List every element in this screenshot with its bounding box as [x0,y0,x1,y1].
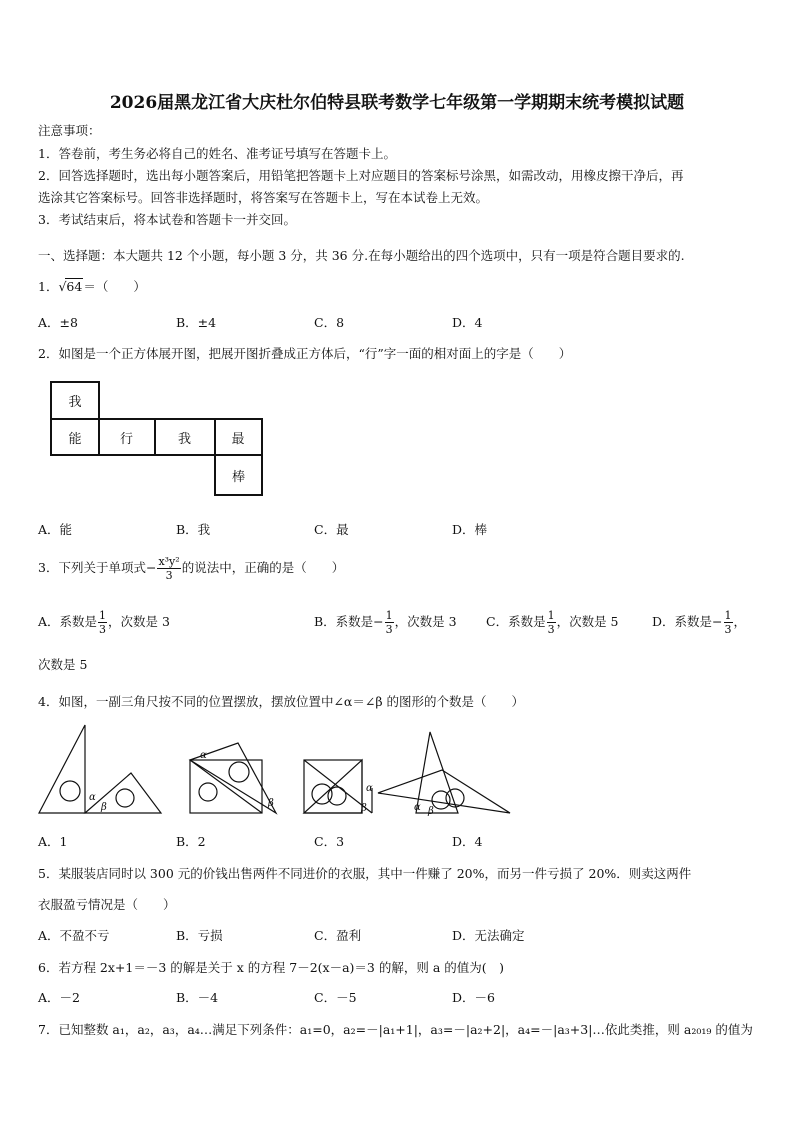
option-d: D．－6 [452,990,495,1005]
question-5-continued: 衣服盈亏情况是（ ） [38,897,176,912]
fraction [98,610,107,635]
question-3 [38,556,344,581]
beta-label: β [361,803,367,814]
option-text: D．系数是− [652,614,723,629]
notice-heading: 注意事项： [38,123,101,138]
fraction-denominator: 3 [724,623,732,636]
option-text: ，次数是 3 [394,614,457,629]
fraction-numerator: 1 [385,609,393,622]
fraction-numerator: x³y² [158,555,180,568]
option-a [38,610,170,635]
option-d: D．4 [452,834,483,849]
option-text: A．系数是 [38,614,98,629]
fraction [385,610,394,635]
net-cell-top: 我 [50,381,100,420]
notice-item: 3．考试结束后，将本试卷和答题卡一并交回。 [38,212,296,227]
net-cell-1: 能 [50,418,100,456]
sqrt-sign: √ [58,279,67,294]
option-d: D．4 [452,315,483,330]
notice-item: 2．回答选择题时，选出每小题答案后，用铅笔把答题卡上对应题目的答案标号涂黑，如需改动，用橡皮擦干净后，再 [38,168,684,183]
option-text: ， [733,614,747,629]
fraction-denominator: 3 [165,569,173,582]
monomial-fraction [157,556,180,581]
option-d-continued: 次数是 5 [38,657,88,672]
triangle-figures [0,718,794,822]
fraction [547,610,556,635]
triangle-hole [328,787,346,805]
option-a: A．不盈不亏 [38,928,110,943]
option-text: ，次数是 3 [108,614,170,629]
option-c: C．盈利 [314,928,362,943]
net-cell-bottom: 棒 [214,454,263,496]
alpha-label: α [366,783,373,794]
figure-4 [378,732,510,817]
option-c: C．3 [314,834,345,849]
alpha-label: α [200,750,207,761]
option-b: B．我 [176,522,211,537]
option-a: A．－2 [38,990,80,1005]
notice-item: 选涂其它答案标号。回答非选择题时，将答案写在答题卡上，写在本试卷上无效。 [38,190,489,205]
figure-3 [304,760,373,814]
alpha-label: α [414,802,421,813]
triangle-shape [416,732,458,813]
option-b: B．2 [176,834,206,849]
fraction-denominator: 3 [547,623,555,636]
question-number: 1． [38,279,59,294]
fraction-numerator: 1 [547,609,555,622]
option-text: ，次数是 5 [556,614,619,629]
triangle-hole [199,783,217,801]
option-b: B．±4 [176,315,217,330]
question-5: 5．某服装店同时以 300 元的价钱出售两件不同进价的衣服，其中一件赚了 20%，而另一件亏损了 20%．则卖这两件 [38,866,692,881]
fraction-denominator: 3 [385,623,393,636]
option-b: B．亏损 [176,928,223,943]
question-tail: ＝（ ） [83,279,146,294]
net-cell-4: 最 [214,418,263,456]
radicand: 64 [66,279,83,294]
option-d [652,610,746,635]
option-c: C．8 [314,315,345,330]
net-cell-2: 行 [98,418,156,456]
notice-item: 1．答卷前，考生务必将自己的姓名、准考证号填写在答题卡上。 [38,146,396,161]
triangle-hole [60,781,80,801]
option-a: A．±8 [38,315,78,330]
question-6: 6．若方程 2x+1＝－3 的解是关于 x 的方程 7－2(x－a)＝3 的解，则 a 的值为( ) [38,960,504,975]
net-cell-3: 我 [154,418,216,456]
triangle-shape [304,760,362,813]
question-text: 的说法中，正确的是（ ） [181,560,345,575]
option-b [314,610,457,635]
figure-1 [39,725,161,813]
fraction-numerator: 1 [724,609,732,622]
fraction-denominator: 3 [99,623,107,636]
option-c: C．最 [314,522,349,537]
triangle-hole [116,789,134,807]
option-text: B．系数是− [314,614,384,629]
fraction-numerator: 1 [99,609,107,622]
triangle-shape [39,725,85,813]
option-a: A．1 [38,834,68,849]
fraction [724,610,733,635]
figure-2 [190,743,276,813]
option-c [486,610,619,635]
option-d: D．棒 [452,522,488,537]
section-heading: 一、选择题：本大题共 12 个小题，每小题 3 分，共 36 分.在每小题给出的四个选项中，只有一项是符合题目要求的. [38,248,685,263]
beta-label: β [268,798,274,809]
option-b: B．－4 [176,990,219,1005]
beta-label: β [428,806,434,817]
beta-label: β [101,802,107,813]
triangle-hole [229,762,249,782]
page-title: 2026届黑龙江省大庆杜尔伯特县联考数学七年级第一学期期末统考模拟试题 [109,93,685,113]
question-text: 3．下列关于单项式− [38,560,157,575]
question-7: 7．已知整数 a₁，a₂，a₃，a₄…满足下列条件：a₁=0，a₂=－|a₁+1|，a₃=－|a₂+2|，a₄=－|a₃+3|…依此类推，则 a₂₀₁₉ 的值为 [38,1022,753,1037]
option-text: C．系数是 [486,614,546,629]
alpha-label: α [89,792,96,803]
question-4: 4．如图，一副三角尺按不同的位置摆放，摆放位置中∠α＝∠β 的图形的个数是（ ） [38,694,525,709]
question-1 [38,277,146,295]
option-c: C．－5 [314,990,357,1005]
question-2: 2．如图是一个正方体展开图，把展开图折叠成正方体后，“行”字一面的相对面上的字是（ ） [38,346,572,361]
option-d: D．无法确定 [452,928,525,943]
option-a: A．能 [38,522,73,537]
